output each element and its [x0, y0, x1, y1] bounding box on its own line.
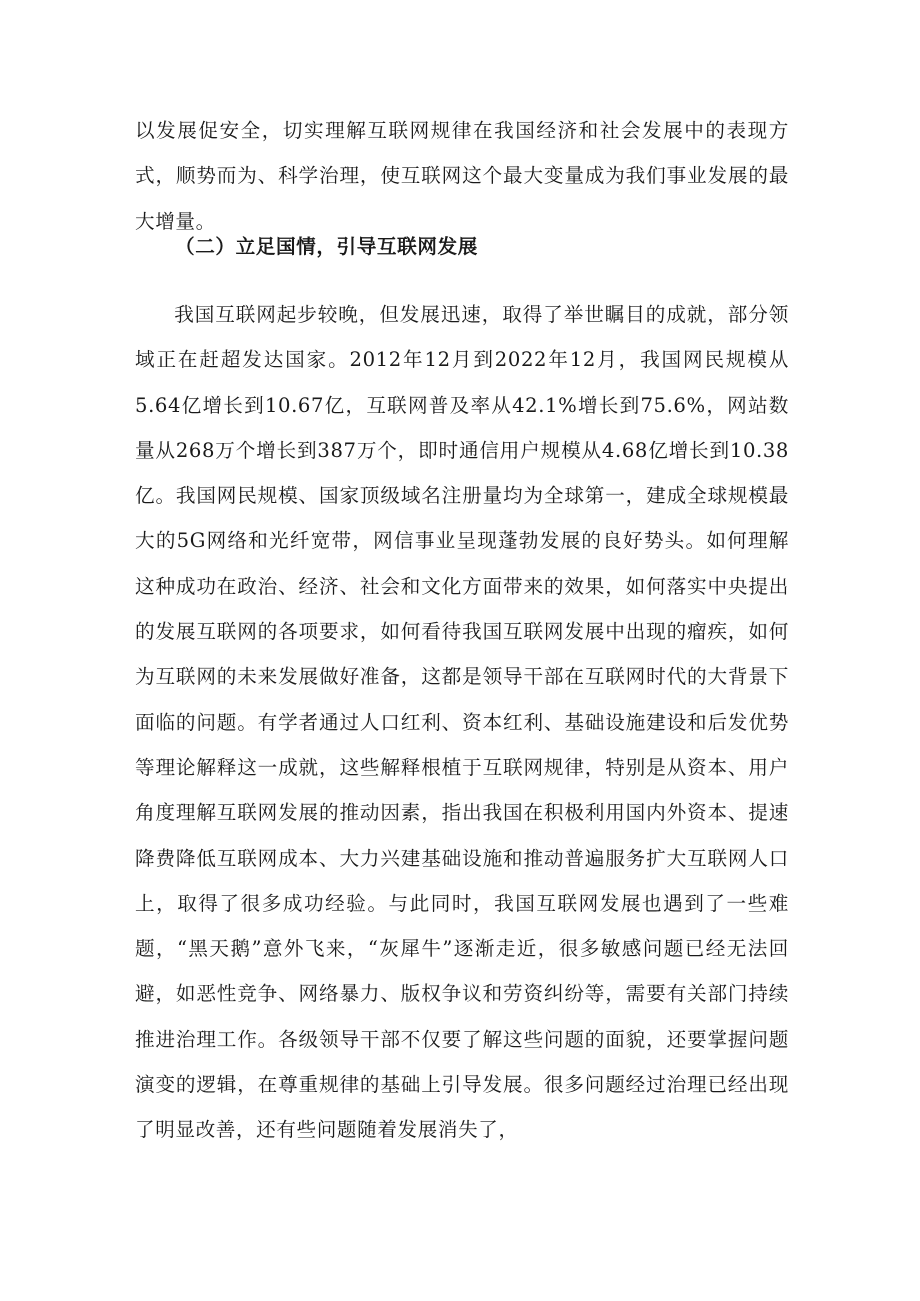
section-heading: （二）立足国情，引导互联网发展	[175, 235, 478, 258]
paragraph-continuation: 以发展促安全，切实理解互联网规律在我国经济和社会发展中的表现方式，顺势而为、科学治理，使互联网这个最大变量成为我们事业发展的最大增量。	[135, 119, 789, 233]
paragraph-body: 我国互联网起步较晚，但发展迅速，取得了举世瞩目的成就，部分领域正在赶超发达国家。2012年12月到2022年12月，我国网民规模从5.64亿增长到10.67亿，互联网普及率从42.1%增长到75.6%，网站数量从268万个增长到387万个，即时通信用户规模从4.68亿增长到10.38亿。我国网民规模、国家顶级域名注册量均为全球第一，建成全球规模最大的5G网络和光纤宽带，网信事业呈现蓬勃发展的良好势头。如何理解这种成功在政治、经济、社会和文化方面带来的效果，如何落实中央提出的发展互联网的各项要求，如何看待我国互联网发展中出现的瘤疾，如何为互联网的未来发展做好准备，这都是领导干部在互联网时代的大背景下面临的问题。有学者通过人口红利、资本红利、基础设施建设和后发优势等理论解释这一成就，这些解释根植于互联网规律，特别是从资本、用户角度理解互联网发展的推动因素，指出我国在积极利用国内外资本、提速降费降低互联网成本、大力兴建基础设施和推动普遍服务扩大互联网人口上，取得了很多成功经验。与此同时，我国互联网发展也遇到了一些难题，“黑天鹅”意外飞来，“灰犀牛”逐渐走近，很多敏感问题已经无法回避，如恶性竞争、网络暴力、版权争议和劳资纠纷等，需要有关部门持续推进治理工作。各级领导干部不仅要了解这些问题的面貌，还要掌握问题演变的逻辑，在尊重规律的基础上引导发展。很多问题经过治理已经出现了明显改善，还有些问题随着发展消失了，	[135, 303, 789, 1142]
